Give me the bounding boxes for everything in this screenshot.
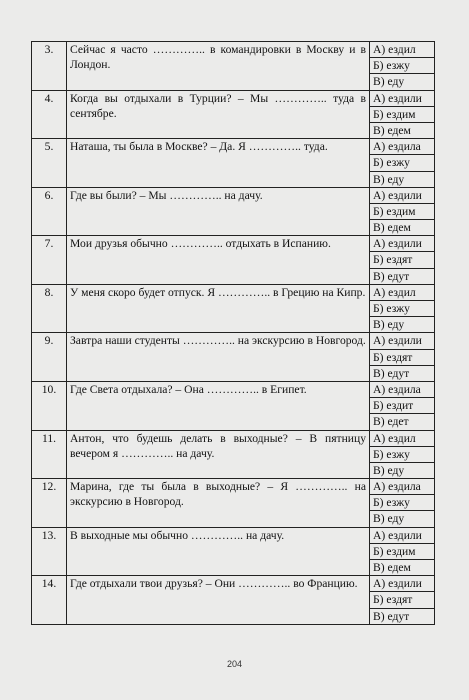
answer-option: Б) ездят xyxy=(370,252,435,268)
table-row xyxy=(32,187,435,203)
answer-option: А) ездила xyxy=(370,479,435,495)
question-number: 7. xyxy=(32,236,67,285)
answer-option: А) ездила xyxy=(370,381,435,397)
answer-option: В) еду xyxy=(370,317,435,333)
answer-option: Б) езжу xyxy=(370,446,435,462)
answer-option: В) едем xyxy=(370,220,435,236)
answer-option: А) ездил xyxy=(370,430,435,446)
answer-option: А) ездили xyxy=(370,90,435,106)
question-number: 5. xyxy=(32,139,67,188)
question-text: Антон, что будешь делать в выходные? – В пятницу вечером я ………….. на дачу. xyxy=(67,430,370,479)
answer-option: Б) езжу xyxy=(370,301,435,317)
answer-option: В) едет xyxy=(370,414,435,430)
question-text: Когда вы отдыхали в Турции? – Мы ………….. туда в сентябре. xyxy=(67,90,370,139)
table-row xyxy=(32,479,435,495)
table-row xyxy=(32,333,435,349)
answer-option: Б) ездят xyxy=(370,592,435,608)
question-number: 8. xyxy=(32,284,67,333)
question-number: 12. xyxy=(32,479,67,528)
answer-option: В) едем xyxy=(370,560,435,576)
question-text: Где Света отдыхала? – Она ………….. в Египет. xyxy=(67,381,370,430)
table-row xyxy=(32,430,435,446)
answer-option: Б) ездим xyxy=(370,106,435,122)
answer-option: В) еду xyxy=(370,511,435,527)
question-number: 6. xyxy=(32,187,67,236)
answer-option: А) ездила xyxy=(370,139,435,155)
question-text: У меня скоро будет отпуск. Я ………….. в Грецию на Кипр. xyxy=(67,284,370,333)
question-number: 4. xyxy=(32,90,67,139)
answer-option: Б) ездим xyxy=(370,543,435,559)
answer-option: В) едут xyxy=(370,608,435,624)
answer-option: А) ездил xyxy=(370,284,435,300)
answer-option: В) едут xyxy=(370,365,435,381)
question-number: 11. xyxy=(32,430,67,479)
question-text: Где вы были? – Мы ………….. на дачу. xyxy=(67,187,370,236)
answer-option: Б) езжу xyxy=(370,495,435,511)
answer-option: В) едем xyxy=(370,122,435,138)
answer-option: Б) ездим xyxy=(370,203,435,219)
exercise-table xyxy=(31,41,435,625)
question-number: 3. xyxy=(32,42,67,91)
question-number: 9. xyxy=(32,333,67,382)
question-number: 13. xyxy=(32,527,67,576)
table-row xyxy=(32,236,435,252)
page-number: 204 xyxy=(226,659,243,669)
question-number: 10. xyxy=(32,381,67,430)
answer-option: Б) ездит xyxy=(370,398,435,414)
question-text: Завтра наши студенты ………….. на экскурсию в Новгород. xyxy=(67,333,370,382)
question-text: Где отдыхали твои друзья? – Они ………….. во Францию. xyxy=(67,576,370,625)
answer-option: Б) езжу xyxy=(370,58,435,74)
answer-option: В) еду xyxy=(370,74,435,90)
question-text: Наташа, ты была в Москве? – Да. Я ………….. туда. xyxy=(67,139,370,188)
table-row xyxy=(32,42,435,58)
table-row xyxy=(32,576,435,592)
question-text: В выходные мы обычно ………….. на дачу. xyxy=(67,527,370,576)
answer-option: Б) ездят xyxy=(370,349,435,365)
table-row xyxy=(32,381,435,397)
table-row xyxy=(32,284,435,300)
answer-option: А) ездили xyxy=(370,333,435,349)
answer-option: А) ездили xyxy=(370,576,435,592)
table-row xyxy=(32,139,435,155)
question-text: Мои друзья обычно ………….. отдыхать в Испанию. xyxy=(67,236,370,285)
answer-option: А) ездили xyxy=(370,236,435,252)
table-row xyxy=(32,527,435,543)
answer-option: В) еду xyxy=(370,171,435,187)
answer-option: В) еду xyxy=(370,462,435,478)
question-text: Марина, где ты была в выходные? – Я ………….. на экскурсию в Новгород. xyxy=(67,479,370,528)
answer-option: А) ездили xyxy=(370,187,435,203)
question-text: Сейчас я часто ………….. в командировки в Москву и в Лондон. xyxy=(67,42,370,91)
answer-option: Б) езжу xyxy=(370,155,435,171)
answer-option: А) ездил xyxy=(370,42,435,58)
question-number: 14. xyxy=(32,576,67,625)
table-row xyxy=(32,90,435,106)
answer-option: В) едут xyxy=(370,268,435,284)
answer-option: А) ездили xyxy=(370,527,435,543)
